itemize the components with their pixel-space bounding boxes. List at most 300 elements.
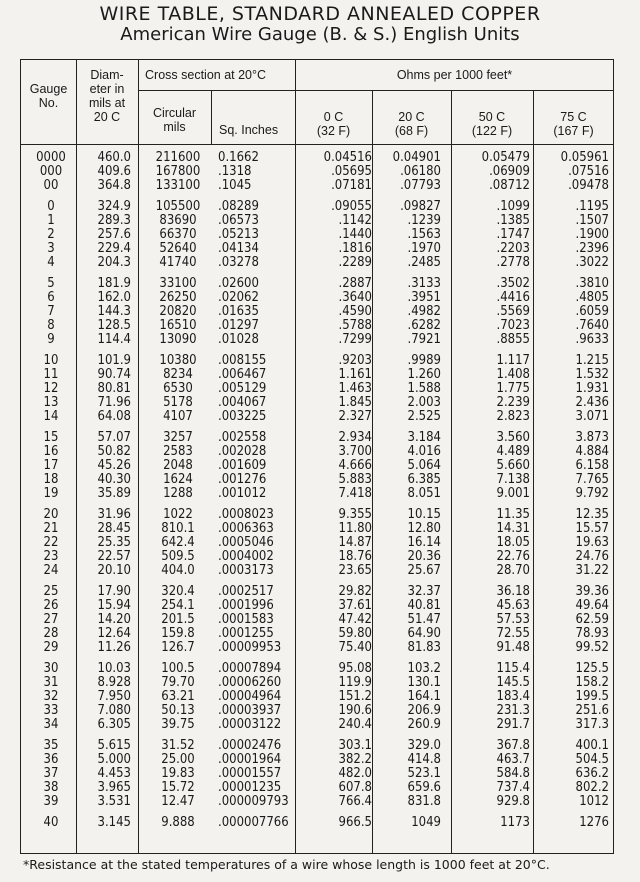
- cell-ohms-50c: 2.239: [496, 395, 530, 410]
- cell-ohms-50c: 72.55: [496, 626, 530, 641]
- header-gauge-line1: Gauge: [29, 82, 68, 96]
- cell-ohms-75c: 3.873: [575, 430, 609, 445]
- page-subtitle: American Wire Gauge (B. & S.) English Units: [120, 24, 520, 45]
- cell-circular-mils: 159.8: [161, 626, 195, 641]
- table-row: [21, 382, 615, 396]
- cell-ohms-0c: 190.6: [338, 703, 372, 718]
- header-temp-0c: [295, 110, 372, 138]
- cell-sq-inches: .001276: [218, 472, 267, 487]
- row-group: [21, 277, 615, 347]
- cell-circular-mils: 20820: [159, 304, 197, 319]
- cell-ohms-20c: .4982: [407, 304, 441, 319]
- cell-gauge: 14: [43, 409, 59, 424]
- cell-diameter: 50.82: [97, 444, 131, 459]
- table-row: [21, 291, 615, 305]
- table-row: [21, 256, 615, 270]
- cell-ohms-20c: 2.525: [407, 409, 441, 424]
- cell-ohms-50c: .08712: [489, 178, 530, 193]
- cell-ohms-75c: .2396: [575, 241, 609, 256]
- cell-sq-inches: .0008023: [218, 507, 274, 522]
- cell-ohms-0c: .1142: [338, 213, 372, 228]
- cell-sq-inches: .000009793: [218, 794, 289, 809]
- cell-ohms-50c: 5.660: [496, 458, 530, 473]
- cell-ohms-20c: 25.67: [407, 563, 441, 578]
- cell-ohms-75c: .1900: [575, 227, 609, 242]
- cell-diameter: 35.89: [97, 486, 131, 501]
- cell-ohms-0c: 607.8: [338, 780, 372, 795]
- table-row: [21, 396, 615, 410]
- cell-ohms-75c: 12.35: [575, 507, 609, 522]
- cell-ohms-0c: 303.1: [338, 738, 372, 753]
- cell-diameter: 324.9: [97, 199, 131, 214]
- cell-ohms-75c: 31.22: [575, 563, 609, 578]
- cell-ohms-20c: 3.184: [407, 430, 441, 445]
- cell-circular-mils: 126.7: [161, 640, 195, 655]
- cell-circular-mils: 9.888: [161, 815, 195, 830]
- header-gauge-line2: No.: [38, 96, 59, 110]
- cell-circular-mils: 79.70: [161, 675, 195, 690]
- cell-ohms-20c: 8.051: [407, 486, 441, 501]
- cell-diameter: 10.03: [97, 661, 131, 676]
- cell-diameter: 90.74: [97, 367, 131, 382]
- table-row: [21, 319, 615, 333]
- cell-circular-mils: 33100: [159, 276, 197, 291]
- cell-sq-inches: .1318: [218, 164, 252, 179]
- cell-ohms-75c: 636.2: [575, 766, 609, 781]
- cell-ohms-50c: 57.53: [496, 612, 530, 627]
- cell-ohms-20c: 414.8: [407, 752, 441, 767]
- cell-circular-mils: 2583: [163, 444, 193, 459]
- cell-gauge: 10: [43, 353, 59, 368]
- cell-ohms-50c: 11.35: [496, 507, 530, 522]
- cell-ohms-0c: 2.327: [338, 409, 372, 424]
- cell-ohms-50c: 145.5: [496, 675, 530, 690]
- cell-diameter: 181.9: [97, 276, 131, 291]
- cell-ohms-20c: 51.47: [407, 612, 441, 627]
- page-title: WIRE TABLE, STANDARD ANNEALED COPPER: [99, 3, 541, 25]
- table-row: [21, 816, 615, 830]
- cell-sq-inches: .000007766: [218, 815, 289, 830]
- cell-ohms-75c: 1.215: [575, 353, 609, 368]
- cell-ohms-20c: 20.36: [407, 549, 441, 564]
- cell-circular-mils: 10380: [159, 353, 197, 368]
- cell-circular-mils: 13090: [159, 332, 197, 347]
- cell-sq-inches: .004067: [218, 395, 267, 410]
- header-temp-75c-line2: (167 F): [553, 124, 594, 138]
- cell-gauge: 39: [43, 794, 59, 809]
- cell-diameter: 144.3: [97, 304, 131, 319]
- cell-ohms-50c: 1173: [500, 815, 530, 830]
- cell-circular-mils: 31.52: [161, 738, 195, 753]
- cell-diameter: 3.531: [97, 794, 131, 809]
- table-row: [21, 613, 615, 627]
- cell-ohms-50c: .1385: [496, 213, 530, 228]
- cell-ohms-0c: 1.463: [338, 381, 372, 396]
- cell-circular-mils: 509.5: [161, 549, 195, 564]
- cell-ohms-0c: 23.65: [338, 563, 372, 578]
- row-group: [21, 431, 615, 501]
- table-row: [21, 718, 615, 732]
- cell-sq-inches: .00001235: [218, 780, 282, 795]
- cell-ohms-0c: 9.355: [338, 507, 372, 522]
- cell-ohms-20c: 523.1: [407, 766, 441, 781]
- cell-sq-inches: .1045: [218, 178, 252, 193]
- cell-sq-inches: .001609: [218, 458, 267, 473]
- header-temp-20c-line1: 20 C: [398, 110, 425, 124]
- cell-ohms-50c: .2778: [496, 255, 530, 270]
- cell-ohms-0c: 966.5: [338, 815, 372, 830]
- cell-gauge: 22: [43, 535, 59, 550]
- row-group: [21, 739, 615, 809]
- cell-ohms-75c: .3810: [575, 276, 609, 291]
- cell-gauge: 16: [43, 444, 59, 459]
- cell-circular-mils: 12.47: [161, 794, 195, 809]
- cell-diameter: 17.90: [97, 584, 131, 599]
- cell-ohms-0c: .1440: [338, 227, 372, 242]
- cell-sq-inches: .0005046: [218, 535, 274, 550]
- cell-diameter: 22.57: [97, 549, 131, 564]
- cell-ohms-75c: 251.6: [575, 703, 609, 718]
- cell-ohms-20c: .3951: [407, 290, 441, 305]
- cell-sq-inches: .00001964: [218, 752, 282, 767]
- header-temp-0c-line2: (32 F): [316, 124, 351, 138]
- row-group: [21, 585, 615, 655]
- cell-diameter: 8.928: [97, 675, 131, 690]
- cell-ohms-75c: 317.3: [575, 717, 609, 732]
- header-diameter: [76, 68, 138, 124]
- cell-circular-mils: 254.1: [161, 598, 195, 613]
- cell-circular-mils: 39.75: [161, 717, 195, 732]
- cell-ohms-0c: 382.2: [338, 752, 372, 767]
- row-group: [21, 354, 615, 424]
- cell-diameter: 204.3: [97, 255, 131, 270]
- table-row: [21, 459, 615, 473]
- cell-gauge: 36: [43, 752, 59, 767]
- cell-circular-mils: 167800: [155, 164, 201, 179]
- cell-circular-mils: 5178: [163, 395, 193, 410]
- cell-ohms-75c: .1195: [575, 199, 609, 214]
- table-row: [21, 662, 615, 676]
- table-row: [21, 641, 615, 655]
- cell-gauge: 0: [47, 199, 55, 214]
- cell-gauge: 18: [43, 472, 59, 487]
- table-row: [21, 431, 615, 445]
- cell-ohms-20c: 81.83: [407, 640, 441, 655]
- cell-gauge: 32: [43, 689, 59, 704]
- cell-ohms-50c: .1099: [496, 199, 530, 214]
- table-row: [21, 753, 615, 767]
- cell-diameter: 71.96: [97, 395, 131, 410]
- cell-diameter: 101.9: [97, 353, 131, 368]
- cell-sq-inches: .0006363: [218, 521, 274, 536]
- cell-ohms-50c: 7.138: [496, 472, 530, 487]
- cell-ohms-75c: 15.57: [575, 521, 609, 536]
- cell-ohms-20c: 1049: [411, 815, 441, 830]
- cell-ohms-0c: 7.418: [338, 486, 372, 501]
- cell-ohms-75c: .07516: [568, 164, 609, 179]
- table-row: [21, 508, 615, 522]
- header-temp-20c-line2: (68 F): [394, 124, 429, 138]
- cell-ohms-0c: 18.76: [338, 549, 372, 564]
- cell-gauge: 34: [43, 717, 59, 732]
- cell-ohms-75c: 1276: [579, 815, 609, 830]
- table-row: [21, 179, 615, 193]
- header-diameter-line1: Diam-: [90, 68, 124, 82]
- cell-ohms-0c: 3.700: [338, 444, 372, 459]
- cell-ohms-50c: 291.7: [496, 717, 530, 732]
- cell-ohms-75c: .3022: [575, 255, 609, 270]
- cell-sq-inches: .01297: [218, 318, 259, 333]
- cell-ohms-50c: 18.05: [496, 535, 530, 550]
- cell-ohms-75c: .9633: [575, 332, 609, 347]
- cell-diameter: 20.10: [97, 563, 131, 578]
- cell-diameter: 5.000: [97, 752, 131, 767]
- cell-ohms-20c: 6.385: [407, 472, 441, 487]
- cell-ohms-75c: 19.63: [575, 535, 609, 550]
- header-temp-75c-line1: 75 C: [560, 110, 587, 124]
- cell-ohms-75c: 1.931: [575, 381, 609, 396]
- cell-circular-mils: 2048: [163, 458, 193, 473]
- cell-gauge: 000: [39, 164, 63, 179]
- cell-sq-inches: .005129: [218, 381, 267, 396]
- cell-circular-mils: 211600: [155, 150, 201, 165]
- cell-circular-mils: 133100: [155, 178, 201, 193]
- cell-ohms-0c: 482.0: [338, 766, 372, 781]
- cell-ohms-0c: .1816: [338, 241, 372, 256]
- cell-ohms-20c: 5.064: [407, 458, 441, 473]
- cell-circular-mils: 201.5: [161, 612, 195, 627]
- cell-diameter: 57.07: [97, 430, 131, 445]
- cell-ohms-50c: .06909: [489, 164, 530, 179]
- cell-circular-mils: 6530: [163, 381, 193, 396]
- cell-ohms-20c: 16.14: [407, 535, 441, 550]
- cell-ohms-50c: .1747: [496, 227, 530, 242]
- cell-ohms-50c: 36.18: [496, 584, 530, 599]
- cell-ohms-75c: 400.1: [575, 738, 609, 753]
- cell-sq-inches: .0003173: [218, 563, 274, 578]
- header-temp-20c: [372, 110, 451, 138]
- cell-circular-mils: 105500: [155, 199, 201, 214]
- cell-gauge: 27: [43, 612, 59, 627]
- cell-gauge: 30: [43, 661, 59, 676]
- cell-ohms-20c: .7921: [407, 332, 441, 347]
- wire-table: [20, 59, 614, 854]
- cell-circular-mils: 3257: [163, 430, 193, 445]
- table-row: [21, 487, 615, 501]
- cell-ohms-0c: 14.87: [338, 535, 372, 550]
- cell-ohms-75c: 6.158: [575, 458, 609, 473]
- cell-ohms-50c: 2.823: [496, 409, 530, 424]
- header-temp-0c-line1: 0 C: [323, 110, 344, 124]
- cell-sq-inches: .002558: [218, 430, 267, 445]
- cell-sq-inches: .05213: [218, 227, 259, 242]
- table-row: [21, 200, 615, 214]
- cell-sq-inches: .00006260: [218, 675, 282, 690]
- cell-sq-inches: .00007894: [218, 661, 282, 676]
- cell-sq-inches: .06573: [218, 213, 259, 228]
- cell-ohms-0c: 11.80: [338, 521, 372, 536]
- cell-diameter: 460.0: [97, 150, 131, 165]
- cell-sq-inches: .00003937: [218, 703, 282, 718]
- cell-ohms-75c: .6059: [575, 304, 609, 319]
- cell-ohms-0c: .4590: [338, 304, 372, 319]
- footnote: *Resistance at the stated temperatures of a wire whose length is 1000 feet at 20°C.: [23, 857, 550, 872]
- cell-ohms-50c: .4416: [496, 290, 530, 305]
- cell-circular-mils: 100.5: [161, 661, 195, 676]
- cell-ohms-0c: 119.9: [338, 675, 372, 690]
- table-row: [21, 242, 615, 256]
- cell-gauge: 00: [43, 178, 59, 193]
- column-divider: [211, 90, 212, 145]
- cell-diameter: 12.64: [97, 626, 131, 641]
- cell-sq-inches: .04134: [218, 241, 259, 256]
- cell-gauge: 7: [47, 304, 55, 319]
- cell-circular-mils: 19.83: [161, 766, 195, 781]
- table-row: [21, 690, 615, 704]
- table-row: [21, 354, 615, 368]
- cell-gauge: 35: [43, 738, 59, 753]
- cell-sq-inches: 0.1662: [218, 150, 259, 165]
- cell-ohms-0c: .2887: [338, 276, 372, 291]
- cell-ohms-75c: 1.532: [575, 367, 609, 382]
- cell-sq-inches: .00009953: [218, 640, 282, 655]
- table-row: [21, 585, 615, 599]
- cell-sq-inches: .006467: [218, 367, 267, 382]
- cell-ohms-0c: 240.4: [338, 717, 372, 732]
- cell-circular-mils: 320.4: [161, 584, 195, 599]
- cell-sq-inches: .00002476: [218, 738, 282, 753]
- cell-ohms-20c: .3133: [407, 276, 441, 291]
- cell-ohms-75c: 24.76: [575, 549, 609, 564]
- cell-ohms-0c: 59.80: [338, 626, 372, 641]
- cell-gauge: 6: [47, 290, 55, 305]
- cell-sq-inches: .0001996: [218, 598, 274, 613]
- cell-diameter: 4.453: [97, 766, 131, 781]
- cell-sq-inches: .01028: [218, 332, 259, 347]
- cell-ohms-50c: .7023: [496, 318, 530, 333]
- table-row: [21, 410, 615, 424]
- table-row: [21, 473, 615, 487]
- cell-gauge: 28: [43, 626, 59, 641]
- cell-ohms-20c: .1970: [407, 241, 441, 256]
- cell-ohms-0c: 5.883: [338, 472, 372, 487]
- cell-ohms-50c: 45.63: [496, 598, 530, 613]
- cell-diameter: 3.965: [97, 780, 131, 795]
- table-row: [21, 333, 615, 347]
- table-row: [21, 277, 615, 291]
- cell-ohms-0c: 766.4: [338, 794, 372, 809]
- cell-ohms-20c: 1.260: [407, 367, 441, 382]
- cell-sq-inches: .02600: [218, 276, 259, 291]
- cell-diameter: 25.35: [97, 535, 131, 550]
- cell-diameter: 162.0: [97, 290, 131, 305]
- header-sq-inches: Sq. Inches: [219, 123, 279, 137]
- cell-ohms-20c: 260.9: [407, 717, 441, 732]
- cell-ohms-0c: 0.04516: [323, 150, 372, 165]
- cell-diameter: 289.3: [97, 213, 131, 228]
- cell-ohms-75c: 39.36: [575, 584, 609, 599]
- cell-ohms-20c: .09827: [400, 199, 441, 214]
- cell-circular-mils: 1022: [163, 507, 193, 522]
- cell-ohms-20c: .6282: [407, 318, 441, 333]
- header-diameter-line4: 20 C: [93, 110, 121, 124]
- cell-gauge: 31: [43, 675, 59, 690]
- table-body: [21, 151, 615, 837]
- header-temp-50c-line1: 50 C: [478, 110, 506, 124]
- cell-ohms-50c: 183.4: [496, 689, 530, 704]
- cell-ohms-75c: 802.2: [575, 780, 609, 795]
- cell-diameter: 5.615: [97, 738, 131, 753]
- cell-ohms-0c: .2289: [338, 255, 372, 270]
- cell-ohms-20c: 2.003: [407, 395, 441, 410]
- cell-diameter: 7.950: [97, 689, 131, 704]
- cell-ohms-50c: 3.560: [496, 430, 530, 445]
- cell-ohms-75c: 125.5: [575, 661, 609, 676]
- cell-ohms-50c: 0.05479: [481, 150, 530, 165]
- cell-gauge: 33: [43, 703, 59, 718]
- cell-ohms-0c: 1.161: [338, 367, 372, 382]
- cell-circular-mils: 83690: [159, 213, 197, 228]
- cell-gauge: 3: [47, 241, 55, 256]
- cell-sq-inches: .002028: [218, 444, 267, 459]
- cell-circular-mils: 810.1: [161, 521, 195, 536]
- cell-diameter: 409.6: [97, 164, 131, 179]
- cell-circular-mils: 26250: [159, 290, 197, 305]
- cell-diameter: 7.080: [97, 703, 131, 718]
- table-row: [21, 445, 615, 459]
- cell-ohms-20c: 12.80: [407, 521, 441, 536]
- cell-circular-mils: 25.00: [161, 752, 195, 767]
- cell-ohms-20c: 64.90: [407, 626, 441, 641]
- cell-ohms-50c: 367.8: [496, 738, 530, 753]
- row-group: [21, 151, 615, 193]
- cell-ohms-50c: 9.001: [496, 486, 530, 501]
- table-row: [21, 536, 615, 550]
- cell-ohms-50c: 4.489: [496, 444, 530, 459]
- header-circular-mils: [138, 106, 211, 134]
- cell-sq-inches: .02062: [218, 290, 259, 305]
- cell-ohms-0c: 75.40: [338, 640, 372, 655]
- cell-sq-inches: .08289: [218, 199, 259, 214]
- cell-ohms-75c: 9.792: [575, 486, 609, 501]
- table-row: [21, 564, 615, 578]
- cell-ohms-0c: .05695: [331, 164, 372, 179]
- cell-circular-mils: 642.4: [161, 535, 195, 550]
- cell-ohms-20c: 164.1: [407, 689, 441, 704]
- cell-ohms-50c: 22.76: [496, 549, 530, 564]
- cell-circular-mils: 8234: [163, 367, 193, 382]
- cell-ohms-75c: 49.64: [575, 598, 609, 613]
- cell-ohms-75c: 4.884: [575, 444, 609, 459]
- row-group: [21, 200, 615, 270]
- cell-ohms-0c: 95.08: [338, 661, 372, 676]
- cell-ohms-50c: 463.7: [496, 752, 530, 767]
- cell-gauge: 37: [43, 766, 59, 781]
- cell-ohms-75c: 62.59: [575, 612, 609, 627]
- header-temp-50c-line2: (122 F): [471, 124, 513, 138]
- cell-ohms-20c: .2485: [407, 255, 441, 270]
- cell-diameter: 31.96: [97, 507, 131, 522]
- cell-diameter: 128.5: [97, 318, 131, 333]
- cell-diameter: 40.30: [97, 472, 131, 487]
- cell-ohms-20c: 10.15: [407, 507, 441, 522]
- cell-gauge: 15: [43, 430, 59, 445]
- cell-ohms-0c: 1.845: [338, 395, 372, 410]
- cell-diameter: 28.45: [97, 521, 131, 536]
- header-gauge: [21, 82, 76, 110]
- cell-circular-mils: 404.0: [161, 563, 195, 578]
- cell-circular-mils: 4107: [163, 409, 193, 424]
